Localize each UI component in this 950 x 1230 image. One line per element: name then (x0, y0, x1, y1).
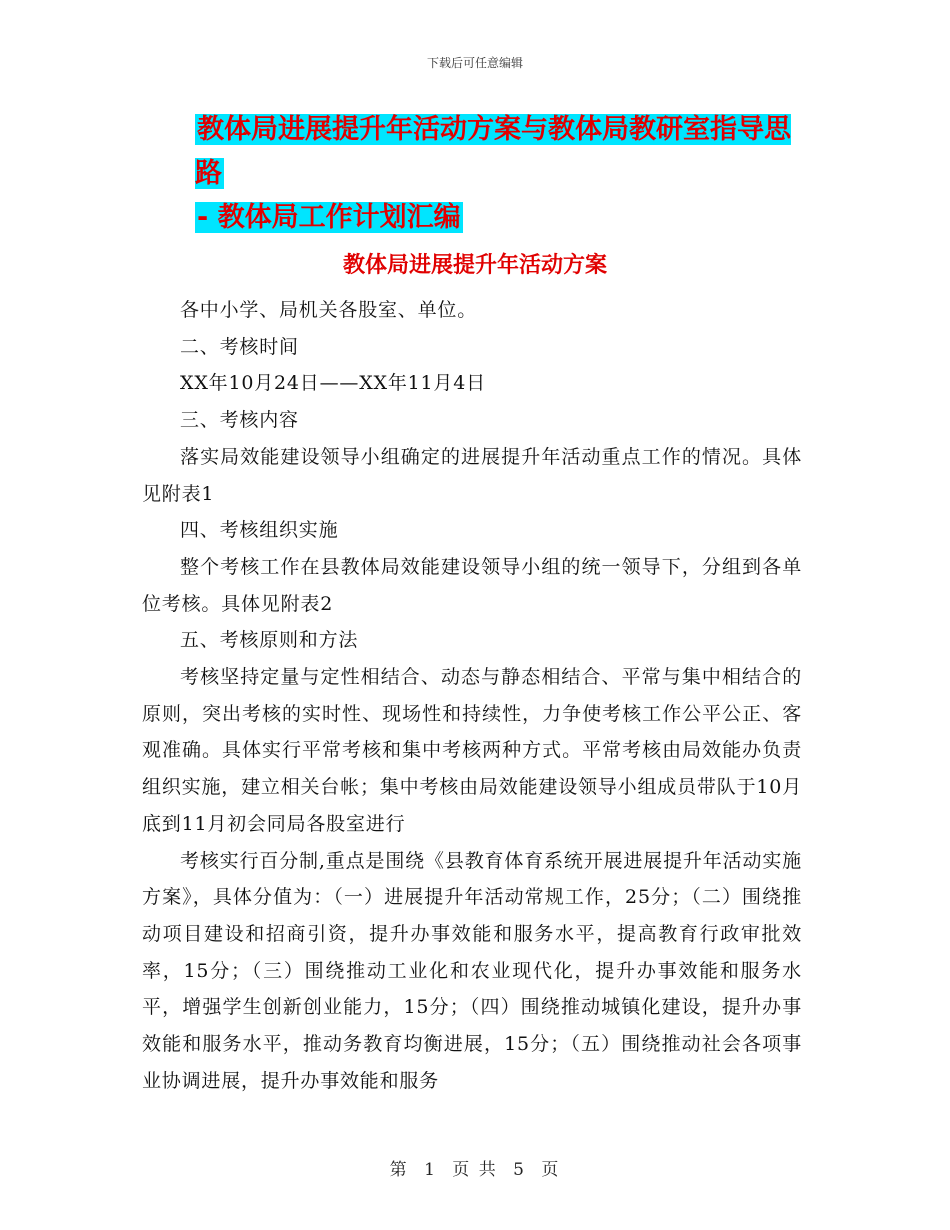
paragraph: 考核实行百分制,重点是围绕《县教育体育系统开展进展提升年活动实施方案》，具体分值为：（一）进展提升年活动常规工作，25分；（二）围绕推动项目建设和招商引资，提升办事效能和服务水平，提高教育行政审批效率，15分；（三）围绕推动工业化和农业现代化，提升办事效能和服务水平，增强学生创新创业能力，15分；（四）围绕推动城镇化建设，提升办事效能和服务水平，推动务教育均衡进展，15分；（五）围绕推动社会各项事业协调进展，提升办事效能和服务 (142, 849, 802, 1092)
paragraph: 落实局效能建设领导小组确定的进展提升年活动重点工作的情况。具体见附表1 (142, 445, 802, 505)
paragraph: XX年10月24日——XX年11月4日 (180, 372, 486, 395)
section-title: 教体局进展提升年活动方案 (342, 253, 607, 278)
document-title-line-1: 教体局进展提升年活动方案与教体局教研室指导思路 (195, 114, 791, 189)
page-footer (0, 1155, 950, 1180)
document-body (142, 292, 802, 1099)
page-total: 5 (513, 1160, 526, 1180)
paragraph: 各中小学、局机关各股室、单位。 (180, 299, 478, 321)
paragraph: 整个考核工作在县教体局效能建设领导小组的统一领导下，分组到各单位考核。具体见附表2 (142, 555, 802, 615)
paragraph: 三、考核内容 (180, 409, 299, 432)
header-note: 下载后可任意编辑 (426, 56, 523, 70)
page-label-mid: 页 共 (452, 1160, 498, 1180)
paragraph: 考核坚持定量与定性相结合、动态与静态相结合、平常与集中相结合的原则，突出考核的实时性、现场性和持续性，力争使考核工作公平公正、客观准确。具体实行平常考核和集中考核两种方式。平常考核由局效能办负责组织实施，建立相关台帐；集中考核由局效能建设领导小组成员带队于10月底到11月初会同局各股室进行 (142, 666, 802, 835)
paragraph: 二、考核时间 (180, 335, 299, 358)
document-title (195, 108, 815, 240)
paragraph: 四、考核组织实施 (180, 519, 339, 542)
page-number: 1 (424, 1160, 437, 1180)
document-title-line-2: - 教体局工作计划汇编 (197, 202, 461, 233)
page-label-suffix: 页 (541, 1160, 561, 1180)
paragraph: 五、考核原则和方法 (180, 629, 359, 652)
page-label-prefix: 第 (389, 1160, 409, 1180)
